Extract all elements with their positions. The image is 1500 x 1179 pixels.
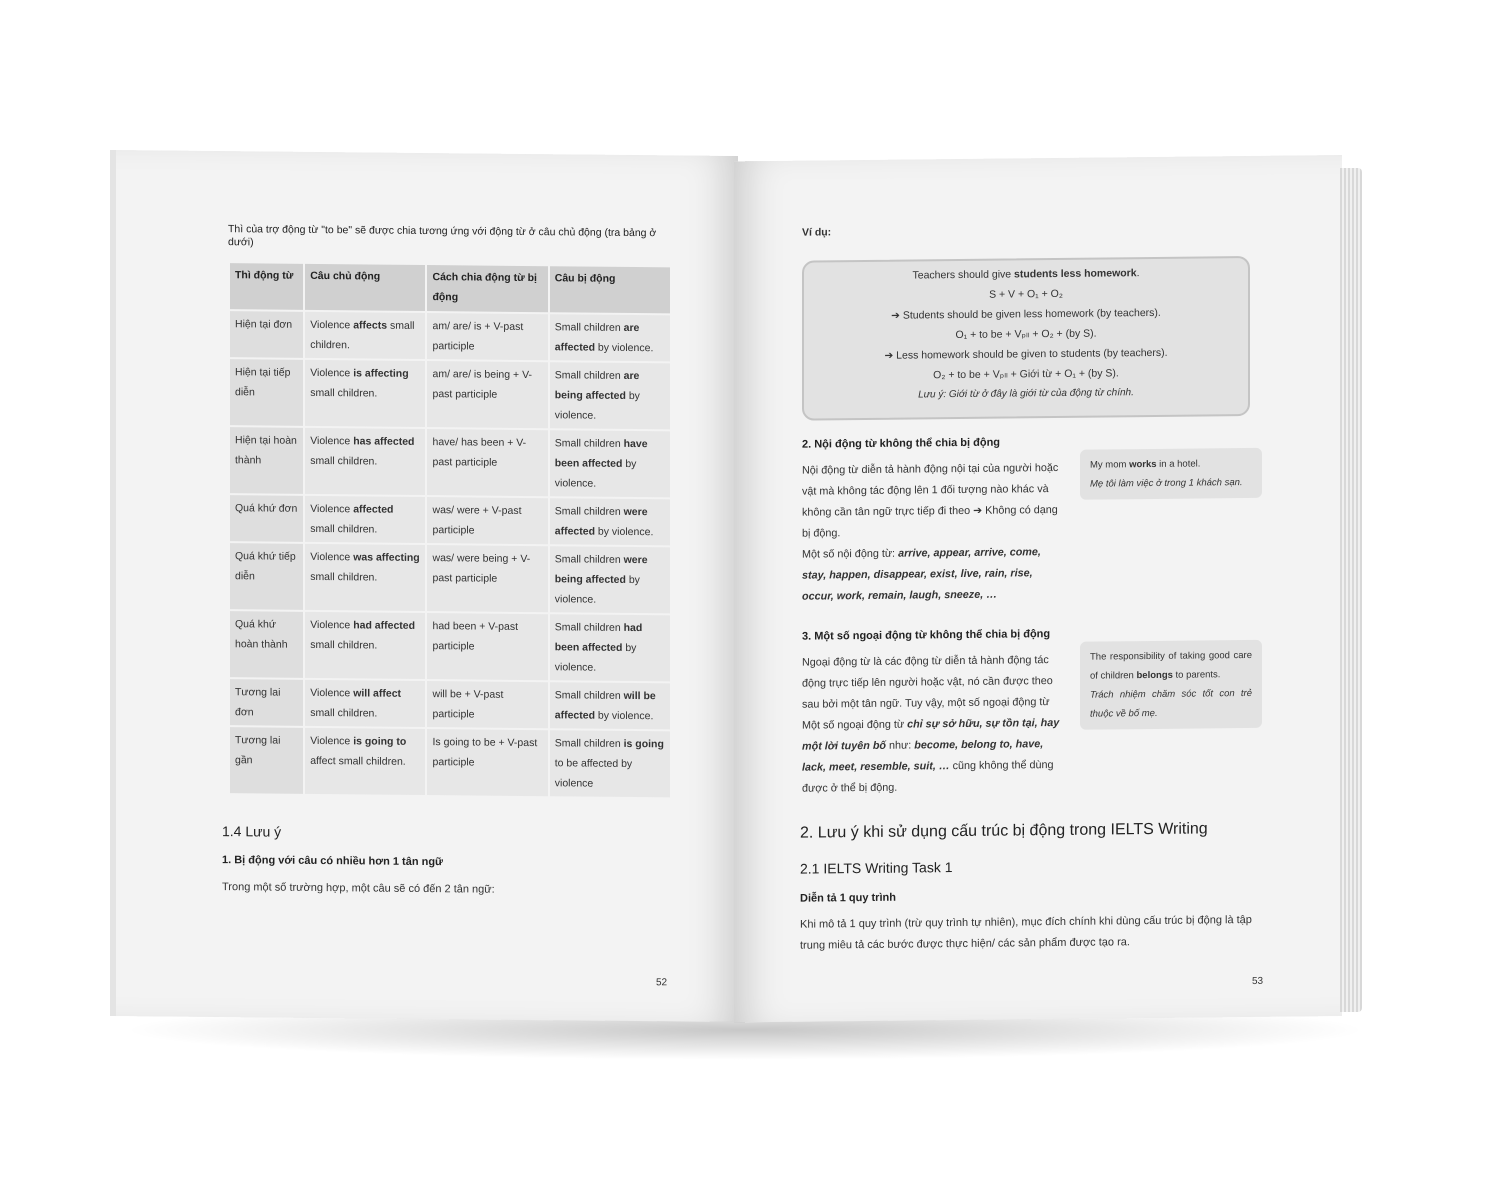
example-note: Lưu ý: Giới từ ở đây là giới từ của động từ chính.	[918, 387, 1134, 401]
tense-cell: Quá khứ đơn	[230, 495, 303, 542]
section-3-example: The responsibility of taking good care of children belongs to parents. Trách nhiệm chăm sóc tốt con trẻ thuộc về bố mẹ.	[1080, 640, 1262, 730]
active-cell: Violence affects small children.	[305, 312, 425, 359]
tense-table	[228, 261, 672, 799]
task-title: 2.1 IELTS Writing Task 1	[800, 859, 953, 877]
passive-cell: Small children is going to be affected by violence	[550, 730, 670, 797]
section-2-paragraph: Nội động từ diễn tả hành động nội tại của người hoặc vật mà không tác động lên 1 đối tượng nào khác và không cần tân ngữ trực tiếp đi theo ➔ Không có dạng bị động. Một số nội động từ: arrive, appear, arrive, come, stay, happen, disappear, exist, live, rain, rise, occur, work, remain, laugh, sneeze, …	[802, 461, 1059, 603]
tense-cell: Tương lai đơn	[230, 679, 303, 726]
table-header-row	[230, 263, 670, 313]
left-page	[110, 150, 738, 1022]
tense-cell: Tương lai gần	[230, 727, 303, 794]
form-cell: am/ are/ is being + V-past participle	[427, 361, 547, 428]
tense-cell: Quá khứ hoàn thành	[230, 611, 303, 678]
example-label: Ví dụ:	[802, 226, 832, 239]
form-cell: had been + V-past participle	[427, 613, 547, 680]
table-row	[230, 495, 670, 545]
form-cell: have/ has been + V-past participle	[427, 429, 547, 496]
page-number: 53	[1252, 975, 1264, 987]
subsection-title: 1. Bị động với câu có nhiều hơn 1 tân ngữ	[222, 854, 444, 869]
form-cell: was/ were being + V-past participle	[427, 545, 547, 612]
chapter-title: 2. Lưu ý khi sử dụng cấu trúc bị động trong IELTS Writing	[800, 820, 1208, 842]
tense-cell: Hiện tại đơn	[230, 311, 303, 358]
passive-cell: Small children will be affected by violence.	[550, 682, 670, 729]
active-cell: Violence is affecting small children.	[305, 360, 425, 427]
header-active: Câu chủ động	[305, 264, 425, 311]
form-cell: was/ were + V-past participle	[427, 497, 547, 544]
section-3-title: 3. Một số ngoại động từ không thể chia bị động	[802, 628, 1051, 643]
page-number: 52	[656, 977, 668, 989]
example-passive-1: ➔ Students should be given less homework (by teachers).	[891, 306, 1161, 322]
table-row	[230, 611, 670, 681]
table-row	[230, 311, 670, 361]
header-form: Cách chia động từ bị động	[427, 265, 547, 312]
example-sentence: Teachers should give students less homework.	[912, 267, 1140, 282]
passive-cell: Small children have been affected by violence.	[550, 430, 670, 497]
form-cell: am/ are/ is + V-past participle	[427, 313, 547, 360]
formula-2: O₁ + to be + Vₚₗₗ + O₂ + (by S).	[955, 327, 1097, 342]
active-cell: Violence has affected small children.	[305, 428, 425, 495]
passive-cell: Small children are affected by violence.	[550, 314, 670, 361]
tense-cell: Quá khứ tiếp diễn	[230, 543, 303, 610]
table-intro: Thì của trợ động từ "to be" sẽ được chia tương ứng với động từ ở câu chủ động (tra bảng ở dưới)	[228, 223, 657, 249]
section-2-title: 2. Nội động từ không thể chia bị động	[802, 436, 1001, 451]
process-paragraph: Khi mô tả 1 quy trình (trừ quy trình tự nhiên), mục đích chính khi dùng cấu trúc bị động là tập trung miêu tả các bước được thực hiện/ các sản phẩm được tạo ra.	[800, 913, 1252, 952]
active-cell: Violence will affect small children.	[305, 680, 425, 727]
passive-cell: Small children are being affected by violence.	[550, 362, 670, 429]
page-edges	[1340, 168, 1362, 1012]
formula-1: S + V + O₁ + O₂	[989, 287, 1063, 301]
tense-cell: Hiện tại hoàn thành	[230, 427, 303, 494]
active-cell: Violence was affecting small children.	[305, 544, 425, 611]
table-row	[230, 543, 670, 613]
active-cell: Violence had affected small children.	[305, 612, 425, 679]
active-cell: Violence is going to affect small children.	[305, 728, 425, 795]
section-2-example: My mom works in a hotel. Mẹ tôi làm việc ở trong 1 khách sạn.	[1080, 448, 1262, 500]
paragraph: Trong một số trường hợp, một câu sẽ có đến 2 tân ngữ:	[222, 881, 495, 896]
formula-3: O₂ + to be + Vₚₗₗ + Giới từ + O₁ + (by S).	[933, 367, 1119, 382]
example-box	[802, 256, 1250, 421]
active-cell: Violence affected small children.	[305, 496, 425, 543]
table-row	[230, 359, 670, 429]
right-page	[734, 155, 1342, 1022]
process-title: Diễn tả 1 quy trình	[800, 891, 896, 905]
passive-cell: Small children had been affected by violence.	[550, 614, 670, 681]
table-row	[230, 727, 670, 797]
form-cell: will be + V-past participle	[427, 681, 547, 728]
section-title: 1.4 Lưu ý	[222, 823, 282, 840]
header-tense: Thì động từ	[230, 263, 303, 310]
tense-cell: Hiện tại tiếp diễn	[230, 359, 303, 426]
form-cell: Is going to be + V-past participle	[427, 729, 547, 796]
header-passive: Câu bị động	[550, 266, 670, 313]
table-row	[230, 427, 670, 497]
table-row	[230, 679, 670, 729]
example-passive-2: ➔ Less homework should be given to students (by teachers).	[884, 346, 1168, 362]
section-3-paragraph: Ngoại động từ là các động từ diễn tả hành động tác động trực tiếp lên người hoặc vật, nó cần được theo sau bởi một tân ngữ. Tuy vậy, một số ngoại động từ Một số ngoại động từ chỉ sự sở hữu, sự tồn tại, hay một lời tuyên bố như: become, belong to, have, lack, meet, resemble, suit, … cũng không thể dùng được ở thể bị động.	[802, 654, 1060, 795]
passive-cell: Small children were being affected by violence.	[550, 546, 670, 613]
passive-cell: Small children were affected by violence.	[550, 498, 670, 545]
